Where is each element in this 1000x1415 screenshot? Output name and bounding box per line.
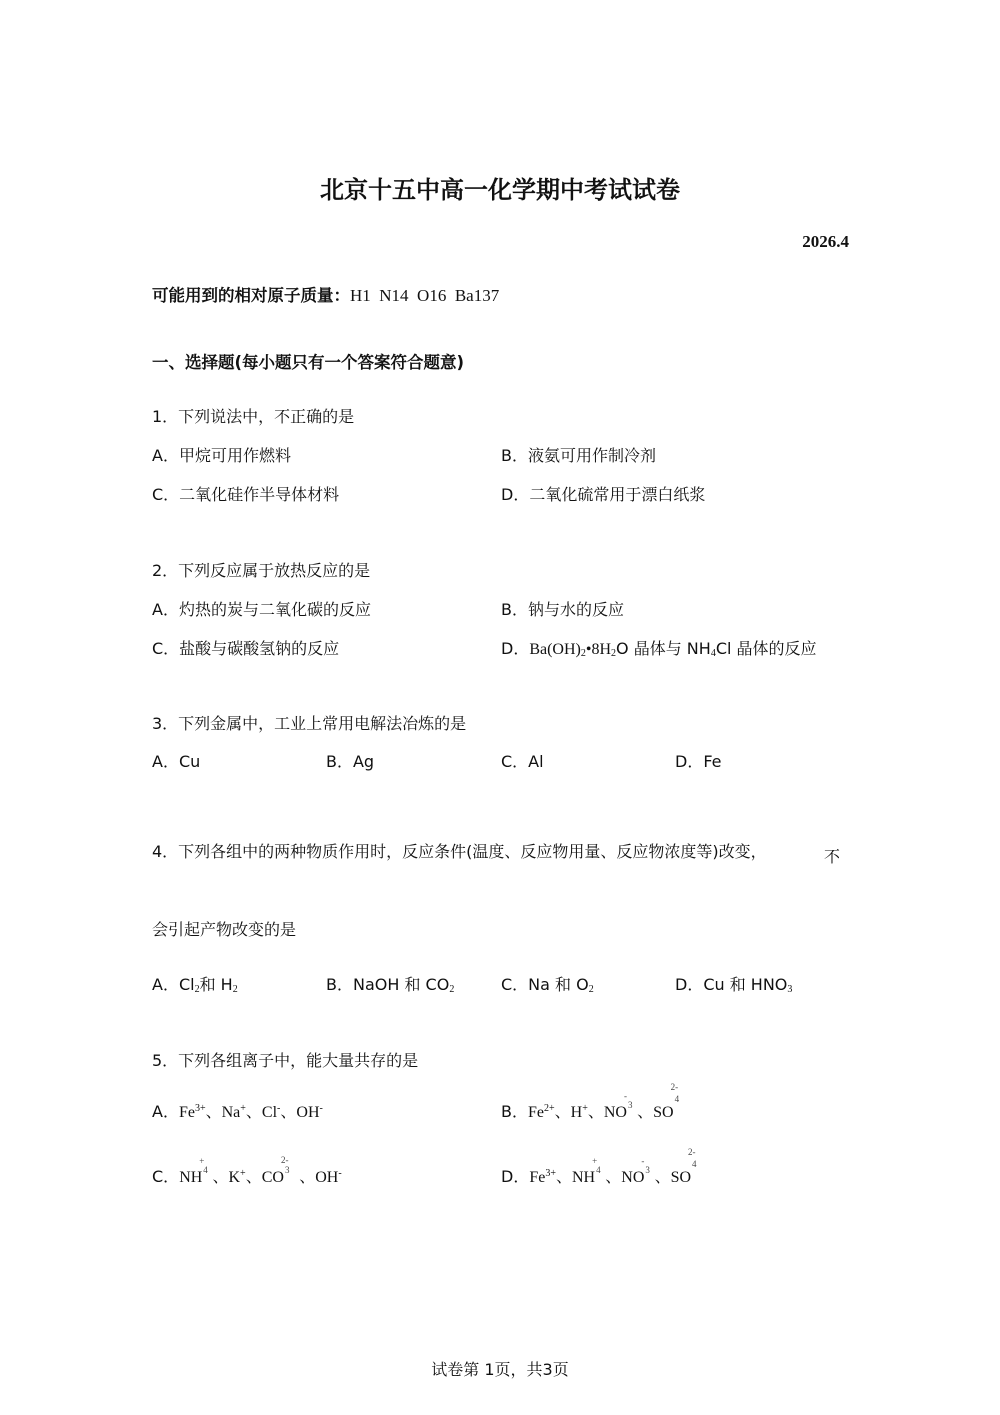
charge: 3+ [545,1168,556,1179]
question-3-option-d: D．Fe [675,752,722,771]
charge: + [240,1103,246,1114]
ion-oh: OH [315,1169,339,1186]
atomic-mass-line [152,282,499,306]
q5-a-prefix: A． [152,1102,179,1121]
ion-h: H [570,1104,583,1121]
ion-nitrate [603,1091,633,1122]
q2-d-sub-2: 2 [611,648,617,659]
question-3-option-c: C．Al [501,752,544,771]
ion-sulfate [670,1147,697,1187]
question-3-option-b: B．Ag [326,752,375,771]
question-3-stem: 3．下列金属中，工业上常用电解法冶炼的是 [152,714,467,733]
question-4-option-b [326,972,454,995]
ion-co: CO [261,1169,284,1186]
subscript: 4 [203,1165,208,1175]
subscript: 3 [627,1100,633,1110]
q4-a-mid: 和 H [199,975,233,994]
charge: + [240,1168,246,1179]
ion-nitrate [621,1156,650,1187]
separator: 、 [555,1167,572,1186]
question-5-option-b [501,1082,680,1122]
subscript: 3 [645,1165,650,1175]
ion-carbonate [261,1155,290,1187]
charge: 2- [670,1082,679,1092]
question-1-option-d: D．二氧化硫常用于漂白纸浆 [501,485,706,504]
question-2-option-d [501,636,817,659]
q2-d-sub-3: 4 [710,648,716,659]
q4-b-sub: 2 [449,984,455,995]
question-2-stem: 2．下列反应属于放热反应的是 [152,561,371,580]
q4-a-sub-2: 2 [232,984,238,995]
charge: 2- [688,1147,696,1157]
ion-fe: Fe [529,1169,546,1186]
question-4-option-c [501,972,594,995]
charge: 3+ [194,1103,206,1114]
page-footer: 试卷第 1页，共3页 [431,1360,569,1379]
q4-a-sub: 2 [194,984,200,995]
question-1-option-c: C．二氧化硅作半导体材料 [152,485,340,504]
section-title: 一、选择题(每小题只有一个答案符合题意) [152,353,465,372]
ion-fe: Fe [178,1104,195,1121]
q2-d-sub-1: 2 [580,648,586,659]
question-1-option-a: A．甲烷可用作燃料 [152,446,291,465]
q4-c-text: C．Na 和 O [501,975,589,994]
ion-ammonium [179,1156,208,1187]
page-title: 北京十五中高一化学期中考试试卷 [320,176,680,204]
q2-d-formula-1: Ba(OH) [529,641,581,658]
q5-b-prefix: B． [501,1102,528,1121]
separator: 、 [299,1167,316,1186]
charge: - [623,1091,627,1101]
charge: + [582,1103,588,1114]
subscript: 3 [284,1165,290,1175]
q2-d-formula-2: •8H [585,641,612,658]
question-2-option-b: B．钠与水的反应 [501,600,624,619]
q4-a-text: A．Cl [152,975,195,994]
charge: + [592,1156,598,1166]
question-4-option-a [152,972,238,995]
question-5-option-d [501,1147,697,1187]
separator: 、 [280,1102,297,1121]
question-3-option-a: A．Cu [152,752,201,771]
charge: - [338,1168,342,1179]
ion-nh: NH [179,1169,203,1186]
q2-d-prefix: D． [501,639,530,658]
question-1-stem: 1．下列说法中，不正确的是 [152,407,355,426]
q5-c-prefix: C． [152,1167,180,1186]
question-4-stem-line-2: 会引起产物改变的是 [152,920,297,939]
ion-na: Na [221,1104,241,1121]
separator: 、 [212,1167,229,1186]
charge: 2+ [543,1103,555,1114]
exam-date: 2026.4 [802,232,849,251]
question-5-option-a [152,1099,323,1122]
q5-d-prefix: D． [501,1167,530,1186]
charge: - [277,1103,281,1114]
separator: 、 [205,1102,222,1121]
ion-nh: NH [571,1169,596,1186]
separator: 、 [605,1167,622,1186]
q2-d-formula-3: O 晶体与 NH [616,639,711,658]
separator: 、 [554,1102,571,1121]
separator: 、 [637,1102,654,1121]
charge: - [319,1103,323,1114]
subscript: 4 [692,1159,697,1169]
separator: 、 [245,1102,262,1121]
question-5-option-c [152,1155,342,1187]
question-4-stem-line-1: 4．下列各组中的两种物质作用时，反应条件(温度、反应物用量、反应物浓度等)改变， [152,842,767,861]
charge: - [641,1156,645,1166]
ion-fe: Fe [527,1104,544,1121]
ion-ammonium [571,1156,601,1187]
separator: 、 [245,1167,262,1186]
ion-no: NO [621,1169,645,1186]
q4-b-text: B．NaOH 和 CO [326,975,450,994]
ion-so: SO [653,1104,674,1121]
q4-c-sub: 2 [588,984,594,995]
charge: 2- [280,1155,289,1165]
question-5-stem: 5．下列各组离子中，能大量共存的是 [152,1051,419,1070]
question-2-option-a: A．灼热的炭与二氧化碳的反应 [152,600,371,619]
question-4-stem-tail: 不 [824,847,841,866]
question-1-option-b: B．液氨可用作制冷剂 [501,446,656,465]
subscript: 4 [596,1165,601,1175]
ion-no: NO [603,1104,627,1121]
charge: + [199,1156,205,1166]
question-2-option-c: C．盐酸与碳酸氢钠的反应 [152,639,340,658]
q2-d-formula-4: Cl 晶体的反应 [715,639,817,658]
ion-sulfate [653,1082,680,1122]
ion-so: SO [670,1169,692,1186]
question-4-option-d [675,972,792,995]
ion-oh: OH [296,1104,320,1121]
atomic-mass-label: 可能用到的相对原子质量： [152,286,350,305]
separator: 、 [587,1102,604,1121]
ion-cl: Cl [261,1104,278,1121]
atomic-mass-values: H1 N14 O16 Ba137 [350,286,500,305]
ion-k: K [228,1169,241,1186]
subscript: 4 [674,1094,680,1104]
separator: 、 [654,1167,671,1186]
q4-d-sub: 3 [787,984,793,995]
q4-d-text: D．Cu 和 HNO [675,975,788,994]
